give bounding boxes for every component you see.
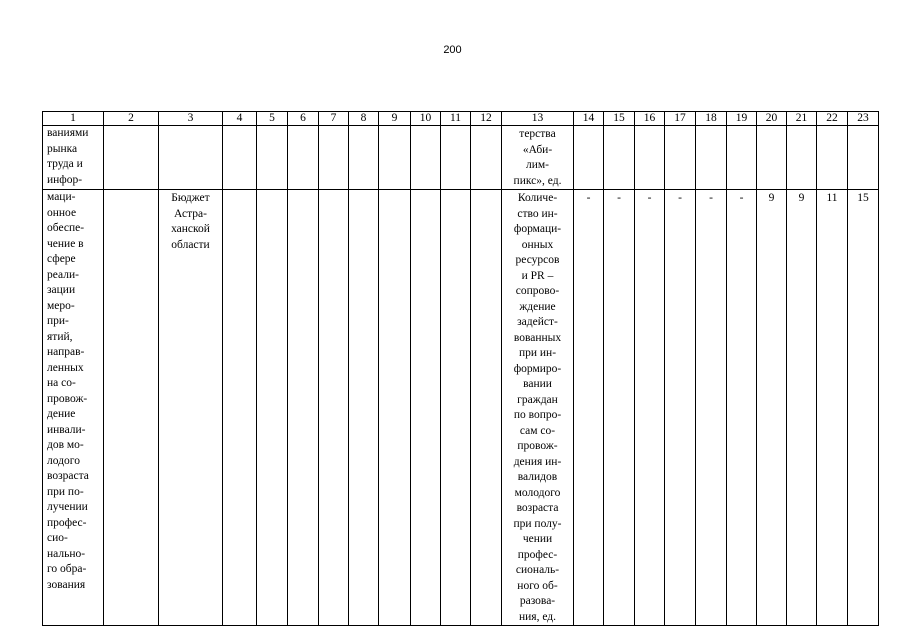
empty-cell xyxy=(288,190,319,626)
column-number: 23 xyxy=(848,112,879,126)
empty-cell xyxy=(349,126,379,190)
empty-cell xyxy=(379,126,411,190)
value-cell: - xyxy=(574,190,604,626)
empty-cell xyxy=(411,126,441,190)
column-number: 13 xyxy=(502,112,574,126)
value-cell: 15 xyxy=(848,190,879,626)
column-number: 19 xyxy=(727,112,757,126)
column-number: 1 xyxy=(43,112,104,126)
column-number: 3 xyxy=(159,112,223,126)
value-cell: - xyxy=(604,190,635,626)
empty-cell xyxy=(471,126,502,190)
column-number: 17 xyxy=(665,112,696,126)
column-number: 7 xyxy=(319,112,349,126)
column-number: 8 xyxy=(349,112,379,126)
column-number: 11 xyxy=(441,112,471,126)
empty-cell xyxy=(319,126,349,190)
empty-cell xyxy=(727,126,757,190)
value-cell: - xyxy=(727,190,757,626)
empty-cell xyxy=(757,126,787,190)
column-number: 2 xyxy=(104,112,159,126)
table-row xyxy=(43,126,879,190)
value-cell: 11 xyxy=(817,190,848,626)
column-number: 21 xyxy=(787,112,817,126)
column-number: 10 xyxy=(411,112,441,126)
empty-cell xyxy=(104,126,159,190)
column-number: 18 xyxy=(696,112,727,126)
column-number: 14 xyxy=(574,112,604,126)
empty-cell xyxy=(411,190,441,626)
empty-cell xyxy=(817,126,848,190)
empty-cell xyxy=(349,190,379,626)
value-cell: 9 xyxy=(757,190,787,626)
empty-cell xyxy=(604,126,635,190)
column-number: 22 xyxy=(817,112,848,126)
table-row xyxy=(43,190,879,626)
value-cell: - xyxy=(696,190,727,626)
empty-cell xyxy=(848,126,879,190)
column-number: 12 xyxy=(471,112,502,126)
indicator-table xyxy=(42,111,879,626)
column-number: 4 xyxy=(223,112,257,126)
value-cell: - xyxy=(665,190,696,626)
empty-cell xyxy=(574,126,604,190)
column-number: 5 xyxy=(257,112,288,126)
indicator-name-cell: терства «Аби- лим- пикс», ед. xyxy=(502,126,574,190)
funding-source-cell: Бюджет Астра- ханской области xyxy=(159,190,223,626)
empty-cell xyxy=(223,190,257,626)
empty-cell xyxy=(104,190,159,626)
page-number: 200 xyxy=(443,44,462,56)
empty-cell xyxy=(787,126,817,190)
empty-cell xyxy=(471,190,502,626)
empty-cell xyxy=(257,126,288,190)
empty-cell xyxy=(159,126,223,190)
empty-cell xyxy=(319,190,349,626)
empty-cell xyxy=(288,126,319,190)
empty-cell xyxy=(379,190,411,626)
empty-cell xyxy=(635,126,665,190)
column-number: 15 xyxy=(604,112,635,126)
empty-cell xyxy=(665,126,696,190)
empty-cell xyxy=(441,126,471,190)
column-number: 9 xyxy=(379,112,411,126)
column-number: 20 xyxy=(757,112,787,126)
empty-cell xyxy=(696,126,727,190)
activity-name-cell: маци- онное обеспе- чение в сфере реали- зации меро- при- ятий, направ- ленных на со- провож- дение инвали- дов мо- лодого возраста при по- лучении профес- сио- нально- го обра- зования xyxy=(43,190,104,626)
empty-cell xyxy=(223,126,257,190)
empty-cell xyxy=(257,190,288,626)
value-cell: 9 xyxy=(787,190,817,626)
empty-cell xyxy=(441,190,471,626)
column-number-row xyxy=(43,112,879,126)
value-cell: - xyxy=(635,190,665,626)
indicator-name-cell: Количе- ство ин- формаци- онных ресурсов и PR – сопрово- ждение задейст- вованных при ин- формиро- вании граждан по вопро- сам со- провож- дения ин- валидов молодого возраста при полу- чении профес- сиональ- ного об- разова- ния, ед. xyxy=(502,190,574,626)
activity-name-cell: ваниями рынка труда и инфор- xyxy=(43,126,104,190)
column-number: 6 xyxy=(288,112,319,126)
column-number: 16 xyxy=(635,112,665,126)
